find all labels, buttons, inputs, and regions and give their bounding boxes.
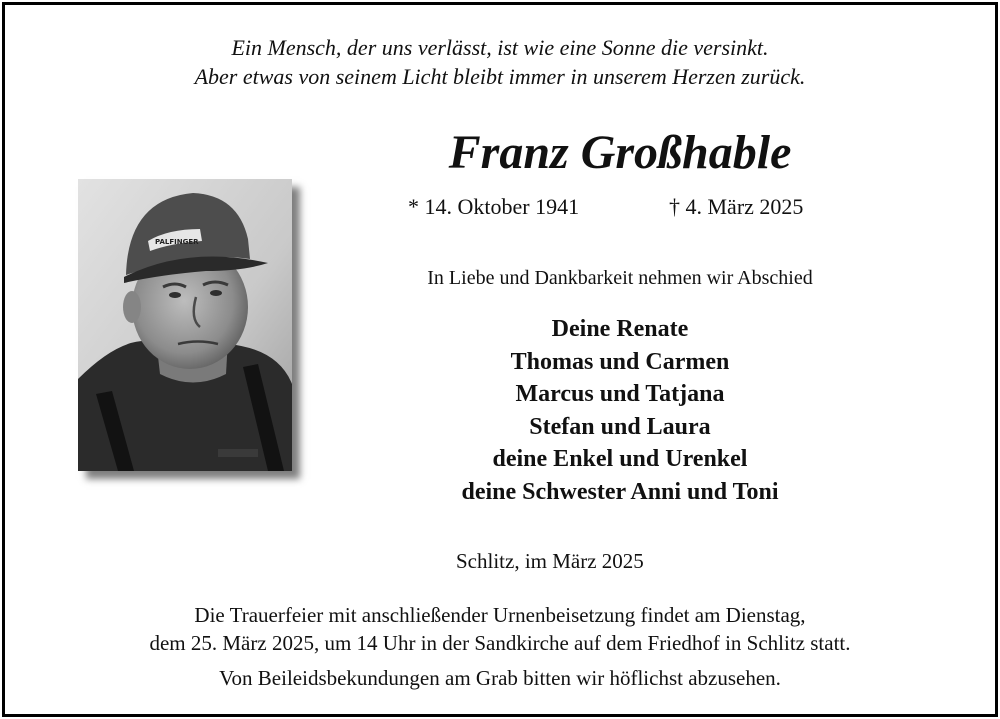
funeral-notice-line-2: dem 25. März 2025, um 14 Uhr in der Sandkirche auf dem Friedhof in Schlitz statt.	[149, 631, 851, 655]
motto-line-1: Ein Mensch, der uns verlässt, ist wie eine Sonne die versinkt.	[231, 35, 769, 60]
portrait-photo	[78, 179, 292, 471]
deceased-name: Franz Großhable	[448, 126, 792, 179]
obituary-frame	[2, 2, 998, 717]
condolence-notice: Von Beileidsbekundungen am Grab bitten wir höflichst abzusehen.	[219, 666, 781, 690]
place-and-date: Schlitz, im März 2025	[456, 549, 644, 573]
death-date: † 4. März 2025	[669, 194, 804, 219]
cap-logo-text: PALFINGER	[155, 238, 199, 246]
motto-line-2: Aber etwas von seinem Licht bleibt immer in unserem Herzen zurück.	[194, 64, 806, 89]
funeral-notice-line-1: Die Trauerfeier mit anschließender Urnenbeisetzung findet am Dienstag,	[194, 603, 806, 627]
mourner-entry: deine Schwester Anni und Toni	[461, 478, 779, 505]
mourner-entry: Deine Renate	[551, 316, 689, 342]
mourner-entry: Marcus und Tatjana	[515, 381, 725, 407]
farewell-intro: In Liebe und Dankbarkeit nehmen wir Abschied	[427, 267, 813, 289]
mourner-entry: Thomas und Carmen	[510, 348, 730, 375]
mourner-entry: Stefan und Laura	[529, 413, 711, 440]
mourner-entry: deine Enkel und Urenkel	[492, 446, 748, 472]
mourners-list	[335, 313, 905, 508]
birth-date: * 14. Oktober 1941	[408, 194, 580, 219]
